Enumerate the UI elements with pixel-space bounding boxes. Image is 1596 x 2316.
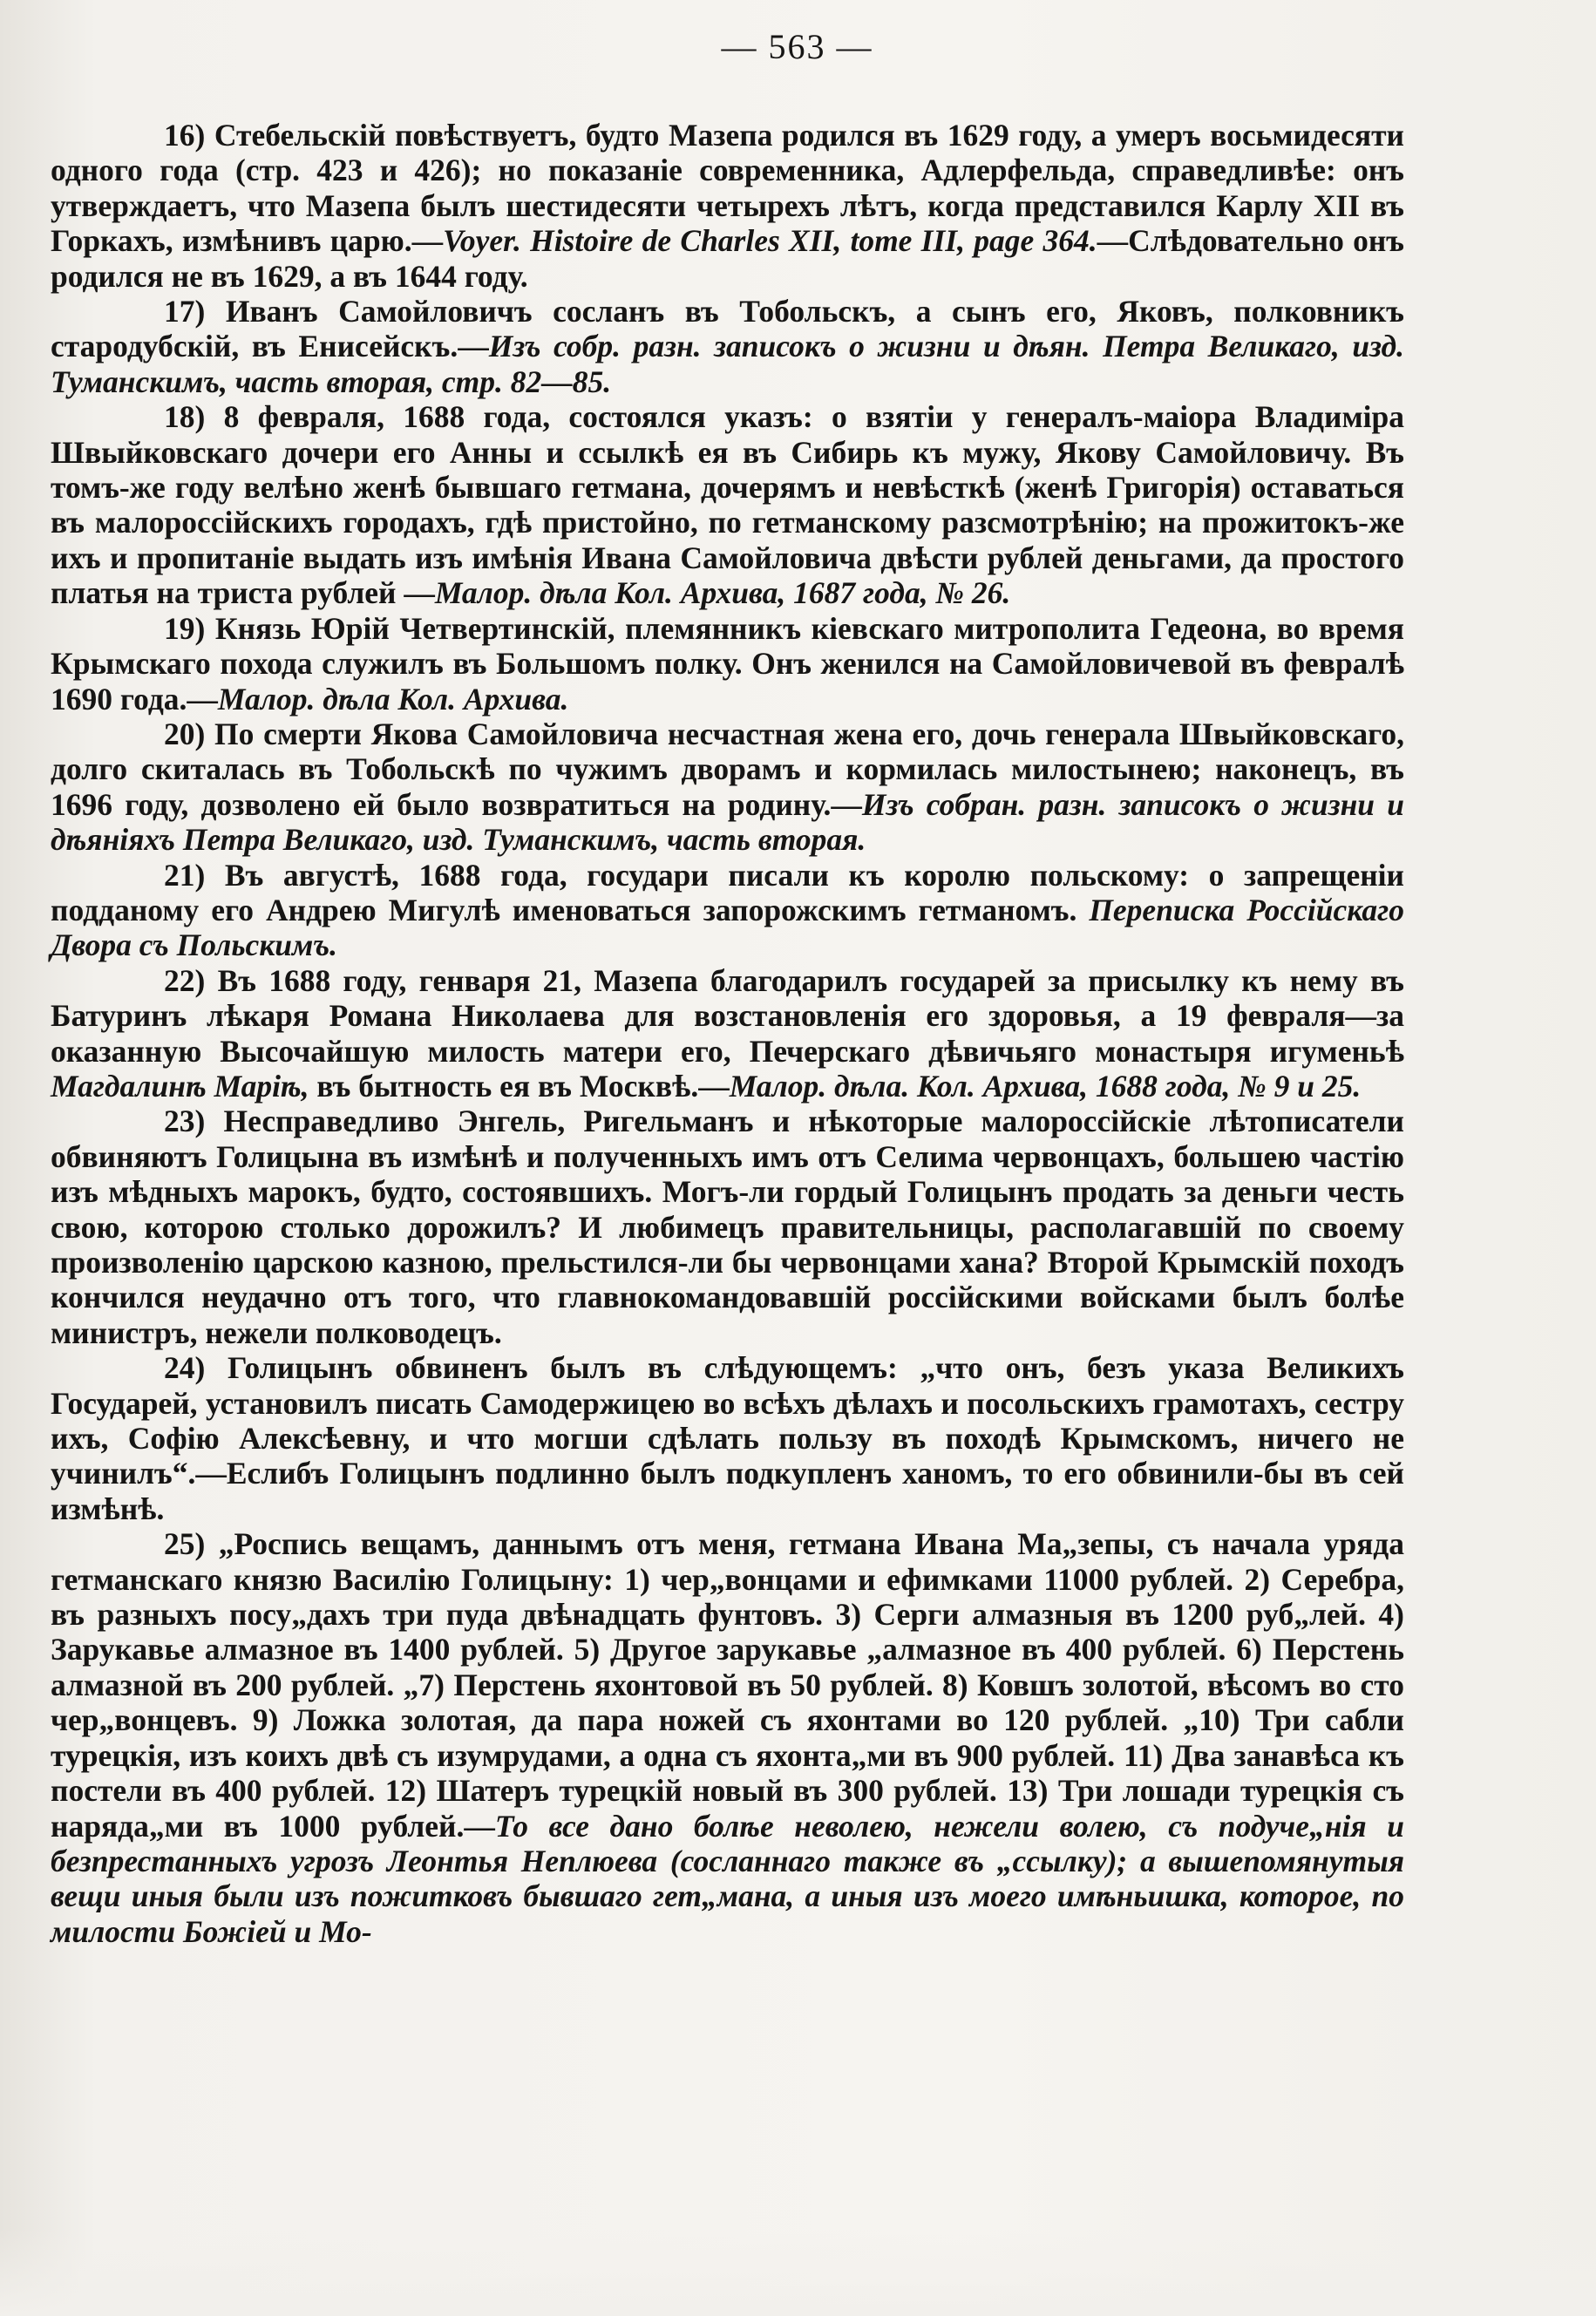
note-text: 17) Иванъ Самойловичъ сосланъ въ Тобольскъ, а сынъ его, Яковъ, полковникъ стародубскій, въ Енисейскъ.— (51, 294, 1404, 364)
note-text: 21) Въ августѣ, 1688 года, государи писали къ королю польскому: о запрещеніи подданому его Андрею Мигулѣ именоваться запорожскимъ гетманомъ. (51, 857, 1404, 927)
note-source: Voyer. Histoire de Charles XII, tome III, page 364. (443, 223, 1097, 259)
footnote-16 (51, 118, 1404, 294)
note-source: Малор. дѣла Кол. Архива, 1687 года, № 26. (434, 575, 1011, 611)
note-text-after: въ бытность ея въ Москвѣ.— (316, 1068, 730, 1104)
page-bottom-edge (0, 2229, 1596, 2316)
note-text: 23) Несправедливо Энгель, Ригельманъ и нѣкоторые малороссійскіе лѣтописатели обвиняютъ Голицына въ измѣнѣ и полученныхъ имъ отъ Селима червонцахъ, большею частію изъ мѣдныхъ марокъ, будто, состоявшихъ. Могъ-ли гордый Голицынъ продать за деньги честь свою, которою столько дорожилъ? И любимецъ правительницы, располагавшій по своему произволенію царскою казною, прельстился-ли бы червонцами хана? Второй Крымскій походъ кончился неудачно отъ того, что главнокомандовавшій россійскими войсками былъ болѣе министръ, нежели полководецъ. (51, 1104, 1404, 1350)
footnote-19 (51, 611, 1404, 717)
note-source-2: Малор. дѣла. Кол. Архива, 1688 года, № 9 и 25. (729, 1068, 1362, 1104)
footnote-20 (51, 717, 1404, 858)
note-text: 19) Князь Юрій Четвертинскій, племянникъ кіевскаго митрополита Гедеона, во время Крымскаго похода служилъ въ Большомъ полку. Онъ женился на Самойловичевой въ февралѣ 1690 года.— (51, 610, 1404, 717)
note-text: 22) Въ 1688 году, генваря 21, Мазепа благодарилъ государей за присылку къ нему въ Батуринъ лѣкаря Романа Николаева для возстановленія его здоровья, а 19 февраля—за оказанную Высочайшую милость матери его, Печерскаго дѣвичьяго монастыря игуменьѣ (51, 962, 1404, 1069)
note-text: 18) 8 февраля, 1688 года, состоялся указъ: о взятіи у генералъ-маіора Владиміра Швыйковскаго дочери его Анны и ссылкѣ ея въ Сибирь къ мужу, Якову Самойловичу. Въ томъ-же году велѣно женѣ бывшаго гетмана, дочерямъ и невѣсткѣ (женѣ Григорія) оставаться въ малороссійскихъ городахъ, гдѣ пристойно, по гетманскому разсмотрѣнію; на прожитокъ-же ихъ и пропитаніе выдать изъ имѣнія Ивана Самойловича двѣсти рублей деньгами, да простого платья на триста рублей — (51, 399, 1404, 611)
footnote-21 (51, 858, 1404, 963)
footnote-23 (51, 1104, 1404, 1350)
note-text: 24) Голицынъ обвиненъ былъ въ слѣдующемъ: „что онъ, безъ указа Великихъ Государей, установилъ писать Самодержицею во всѣхъ дѣлахъ и посольскихъ грамотахъ, сестру ихъ, Софію Алексѣевну, и что могши сдѣлать пользу въ походѣ Крымскомъ, ничего не учинилъ“.—Еслибъ Голицынъ подлинно былъ подкупленъ ханомъ, то его обвинили-бы въ сей измѣнѣ. (51, 1350, 1404, 1526)
note-text: 16) Стебельскій повѣствуетъ, будто Мазепа родился въ 1629 году, а умеръ восьмидесяти одного года (стр. 423 и 426); но показаніе современника, Адлерфельда, справедливѣе: онъ утверждаетъ, что Мазепа былъ шестидесяти четырехъ лѣтъ, когда представился Карлу XII въ Горкахъ, измѣнивъ царю.— (51, 118, 1404, 259)
note-source: Малор. дѣла Кол. Архива. (217, 681, 569, 717)
footnote-17 (51, 294, 1404, 399)
note-source: Магдалинѣ Маріѣ, (51, 1068, 309, 1104)
note-text-after: —Слѣдовательно онъ родился не въ 1629, а въ 1644 году. (51, 223, 1404, 294)
page-number: — 563 — (721, 27, 873, 66)
note-source: Переписка Россійскаго Двора съ Польскимъ. (51, 892, 1404, 963)
footnote-18 (51, 399, 1404, 610)
note-text: 25) „Роспись вещамъ, даннымъ отъ меня, гетмана Ивана Ма„зепы, съ начала уряда гетманскаго князю Василію Голицыну: 1) чер„вонцами и ефимками 11000 рублей. 2) Серебра, въ разныхъ посу„дахъ три пуда двѣнадцать фунтовъ. 3) Серги алмазныя въ 1200 руб„лей. 4) Зарукавье алмазное въ 1400 рублей. 5) Другое зарукавье „алмазное въ 400 рублей. 6) Перстень алмазной въ 200 рублей. „7) Перстень яхонтовой въ 50 рублей. 8) Ковшъ золотой, вѣсомъ во сто чер„вонцевъ. 9) Ложка золотая, да пара ножей съ яхонтами во 120 рублей. „10) Три сабли турецкія, изъ коихъ двѣ съ изумрудами, а одна съ яхонта„ми въ 900 рублей. 11) Два занавѣса къ постели въ 400 рублей. 12) Шатеръ турецкій новый въ 300 рублей. 13) Три лошади турецкія съ наряда„ми въ 1000 рублей.— (51, 1526, 1404, 1844)
footnote-24 (51, 1350, 1404, 1526)
footnote-22 (51, 963, 1404, 1104)
note-text: 20) По смерти Якова Самойловича несчастная жена его, дочь генерала Швыйковскаго, долго скиталась въ Тобольскѣ по чужимъ дворамъ и кормилась милостынею; наконецъ, въ 1696 году, дозволено ей было возвратиться на родину.— (51, 716, 1404, 822)
note-source: То все дано болѣе неволею, нежели волею, съ подуче„нія и безпрестанныхъ угрозъ Леонтья Неплюева (сосланнаго также въ „ссылку); а вышепомянутыя вещи иныя были изъ пожитковъ бывшаго гет„мана, а иныя изъ моего имѣньишка, которое, по милости Божіей и Мо- (51, 1808, 1404, 1949)
footnote-25 (51, 1526, 1404, 1949)
note-source: Изъ собр. разн. записокъ о жизни и дѣян. Петра Великаго, изд. Туманскимъ, часть вторая, стр. 82—85. (51, 329, 1405, 399)
note-source: Изъ собран. разн. записокъ о жизни и дѣяніяхъ Петра Великаго, изд. Туманскимъ, часть вторая. (51, 786, 1404, 858)
